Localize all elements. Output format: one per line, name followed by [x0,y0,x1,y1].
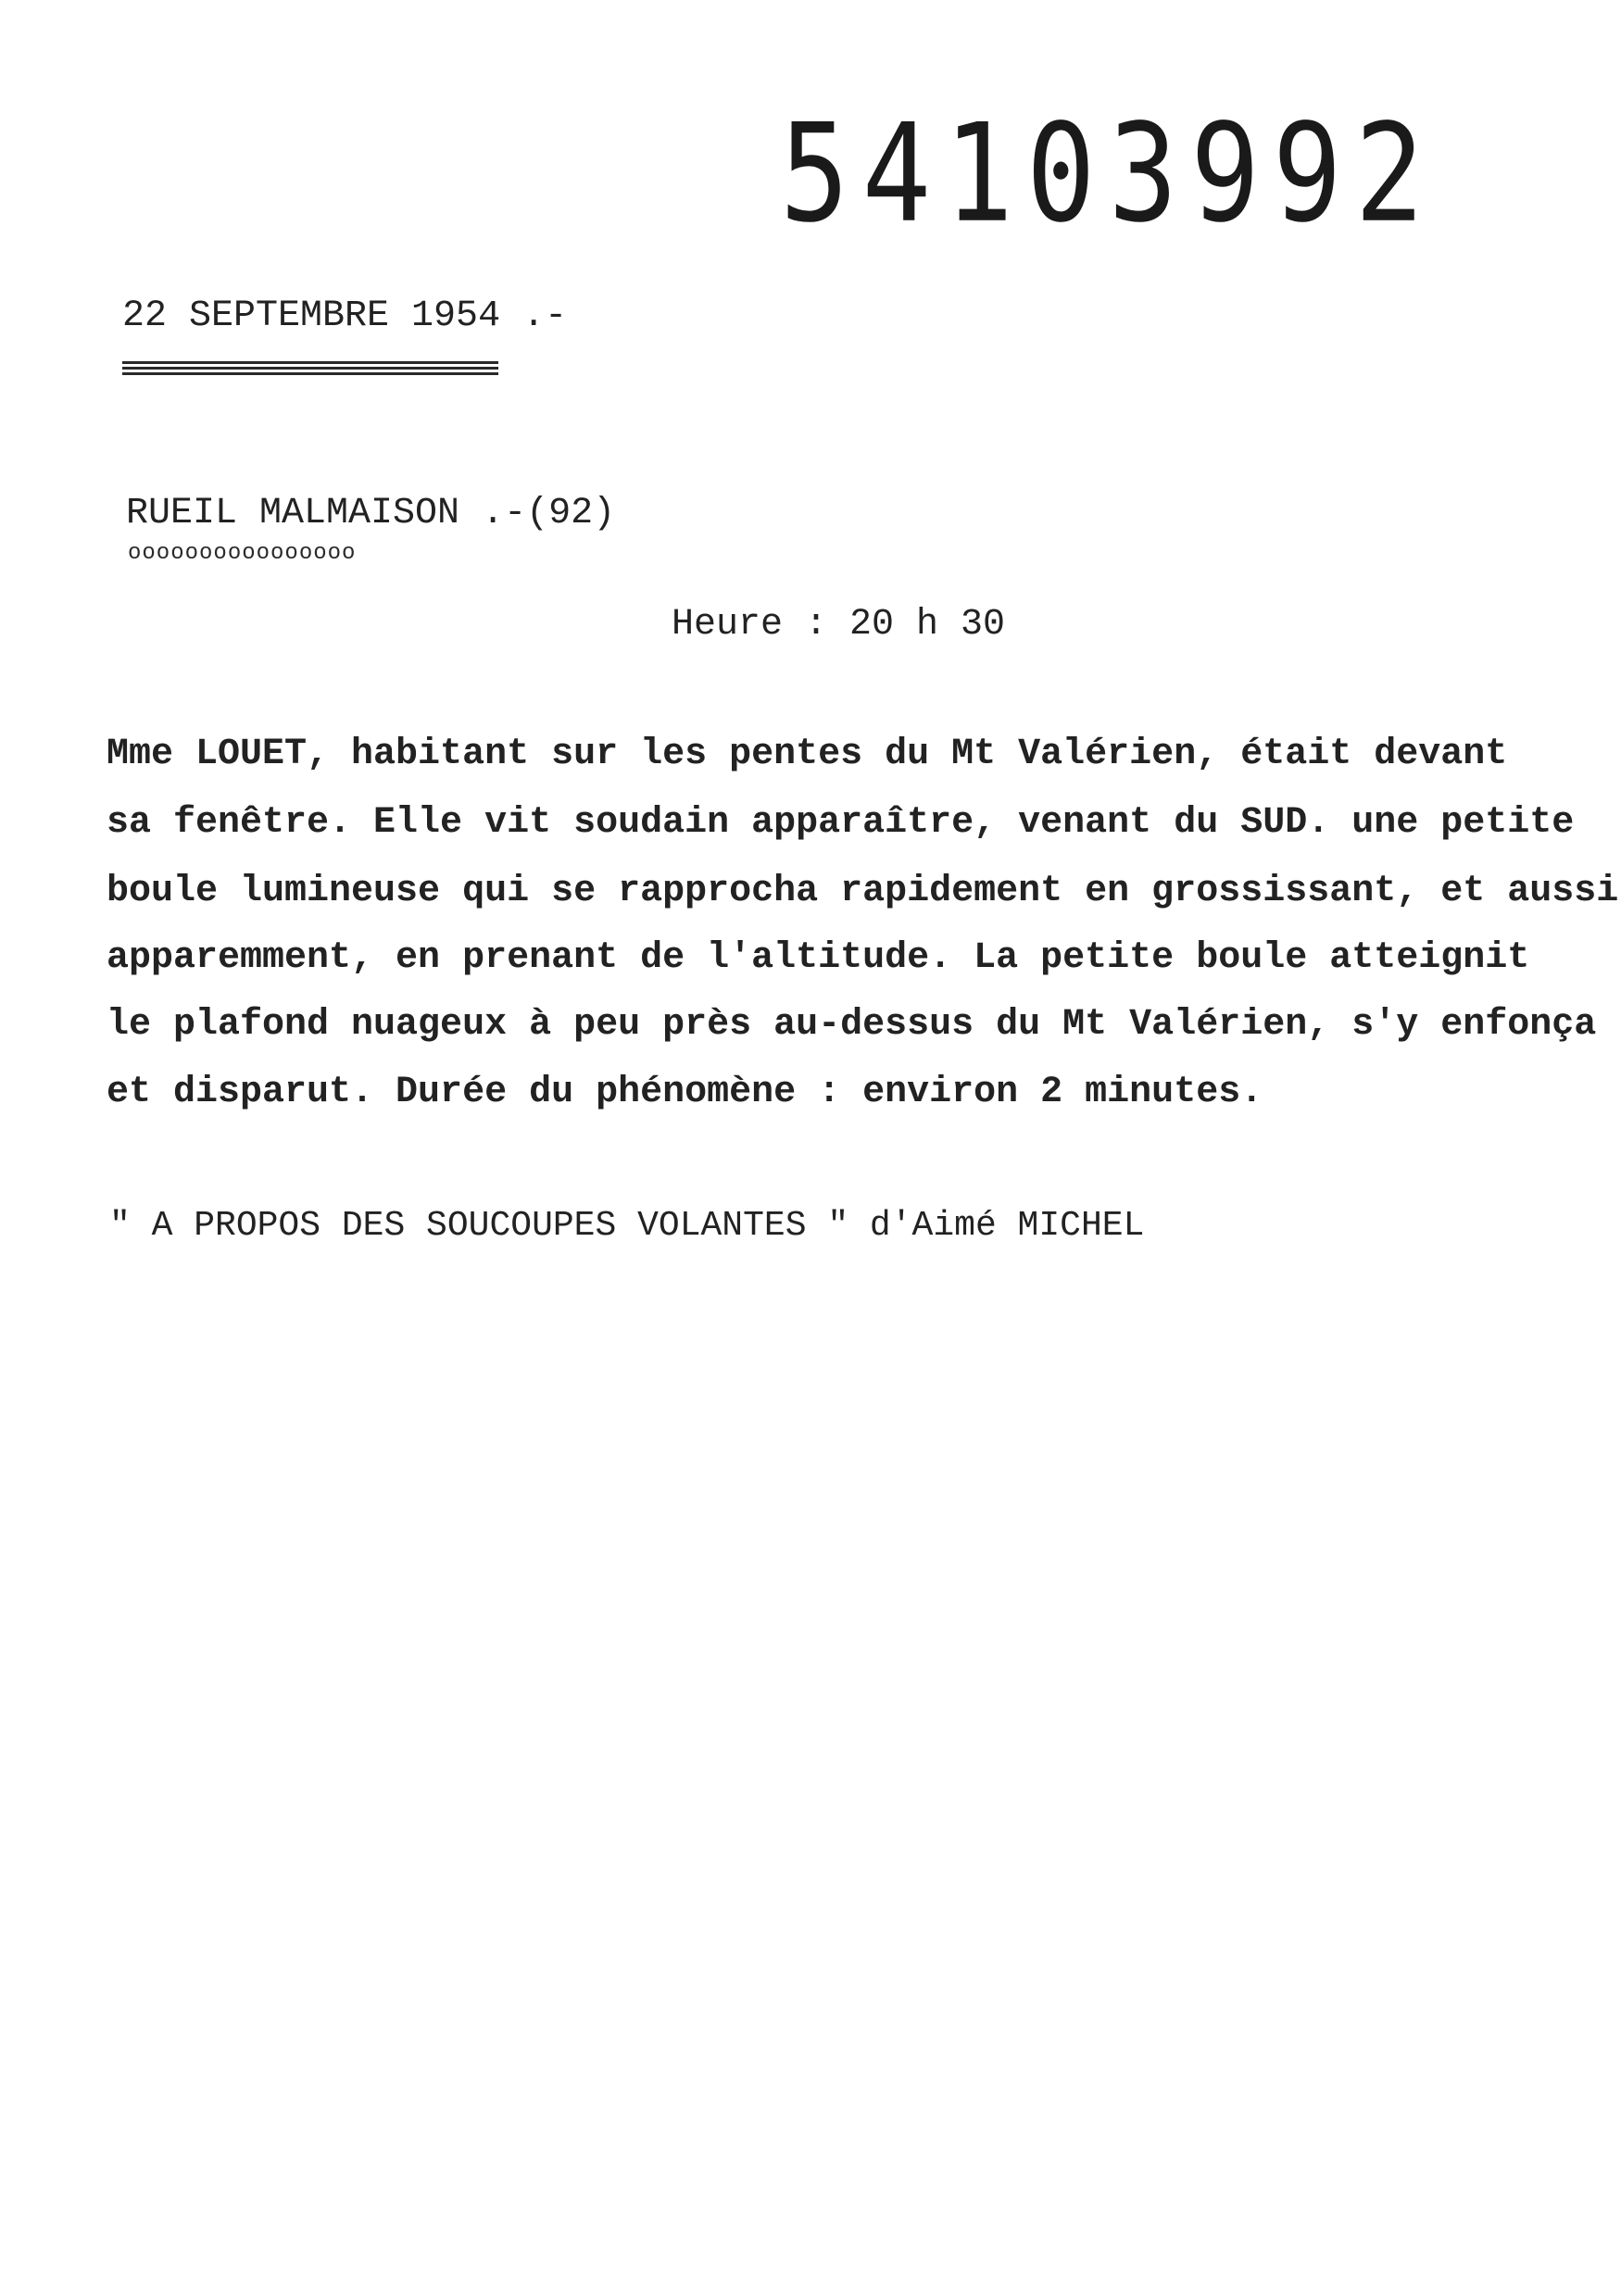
time-label: Heure : 20 h 30 [672,604,1006,646]
body-text-line: apparemment, en prenant de l'altitude. La petite boule atteignit [107,937,1530,979]
body-text-line: boule lumineuse qui se rapprocha rapidement en grossissant, et aussi [107,871,1619,912]
date-double-underline [122,361,498,376]
date-heading: 22 SEPTEMBRE 1954 .- [122,295,568,337]
body-text-line: Mme LOUET, habitant sur les pentes du Mt Valérien, était devant [107,734,1508,775]
body-text-line: sa fenêtre. Elle vit soudain apparaître, venant du SUD. une petite [107,802,1575,844]
source-citation: " A PROPOS DES SOUCOUPES VOLANTES " d'Aimé MICHEL [109,1206,1145,1246]
body-text-line: et disparut. Durée du phénomène : environ 2 minutes. [107,1072,1263,1113]
location-underline: oooooooooooooooo [128,541,357,566]
body-text-line: le plafond nuageux à peu près au-dessus du Mt Valérien, s'y enfonça [107,1004,1597,1046]
location-heading: RUEIL MALMAISON .-(92) [126,493,616,534]
reference-number-stamp: 54103992 [780,95,1438,254]
